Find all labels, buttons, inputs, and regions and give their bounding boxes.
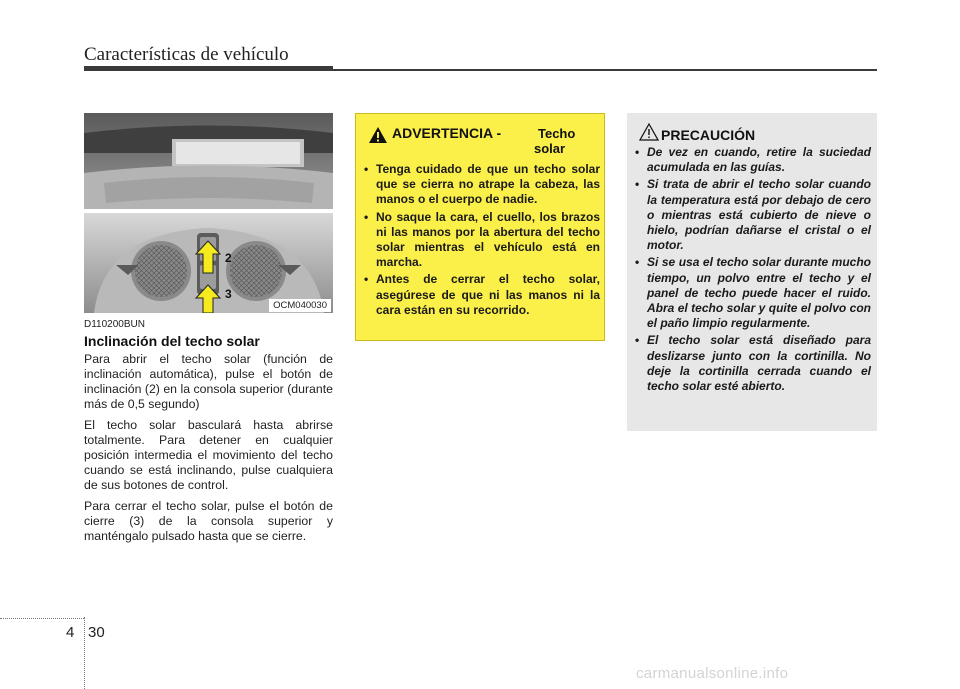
caution-item: • Si se usa el techo solar durante mucho tiempo, un polvo entre el techo y el panel de techo puede hacer el ruido. Abra el techo solar y quite el polvo con el paño limpio regularmente. [635, 255, 871, 331]
caution-box [627, 113, 877, 431]
warning-label: ADVERTENCIA - [392, 125, 502, 141]
warning-item: • Tenga cuidado de que un techo solar que se cierra no atrape la cabeza, las manos o el cuerpo de nadie. [364, 162, 600, 208]
footer-divider [84, 617, 85, 689]
paragraph: Para cerrar el techo solar, pulse el botón de cierre (3) de la consola superior y manténgalo pulsado hasta que se cierre. [84, 499, 333, 543]
warning-item: • No saque la cara, el cuello, los brazos ni las manos por la abertura del techo solar mientras el vehículo está en marcha. [364, 210, 600, 271]
paragraph: El techo solar basculará hasta abrirse totalmente. Para detener en cualquier posición intermedia el movimiento del techo cuando se está inclinando, pulse cualquiera de sus botones de control. [84, 418, 333, 492]
page-number: 30 [88, 624, 105, 641]
caution-label: PRECAUCIÓN [661, 127, 756, 143]
section-title: Inclinación del techo solar [84, 333, 260, 349]
warning-icon [368, 126, 388, 147]
page-section: 4 [66, 624, 75, 641]
footer-rule [0, 618, 84, 619]
photo-code: OCM040030 [269, 299, 331, 312]
watermark: carmanualsonline.info [636, 665, 789, 682]
caution-list [635, 145, 871, 396]
overhead-console-photo [84, 113, 333, 313]
section-code: D110200BUN [84, 319, 145, 330]
caution-icon [639, 123, 659, 144]
header-rule [84, 66, 333, 71]
warning-item: • Antes de cerrar el techo solar, asegúrese de que ni las manos ni la cara están en su recorrido. [364, 272, 600, 318]
caution-item: • Si trata de abrir el techo solar cuando la temperatura está por debajo de cero o mientras está cubierto de nieve o hielo, podrían dañarse el cristal o el motor. [635, 177, 871, 253]
header-rule-thin [333, 69, 877, 71]
callout-2: 2 [225, 251, 232, 265]
section-body [84, 352, 333, 550]
warning-list [364, 162, 600, 320]
warning-topic-cont: solar [534, 141, 566, 156]
warning-box [355, 113, 605, 341]
warning-topic: Techo [538, 126, 576, 141]
caution-item: • De vez en cuando, retire la suciedad acumulada en las guías. [635, 145, 871, 175]
caution-item: • El techo solar está diseñado para deslizarse junto con la cortinilla. No deje la cortinilla cerrada cuando el techo solar esté abierto. [635, 333, 871, 394]
header-title: Características de vehículo [84, 44, 289, 65]
paragraph: Para abrir el techo solar (función de inclinación automática), pulse el botón de inclinación (2) en la consola superior (durante más de 0,5 segundo) [84, 352, 333, 411]
callout-3: 3 [225, 287, 232, 301]
